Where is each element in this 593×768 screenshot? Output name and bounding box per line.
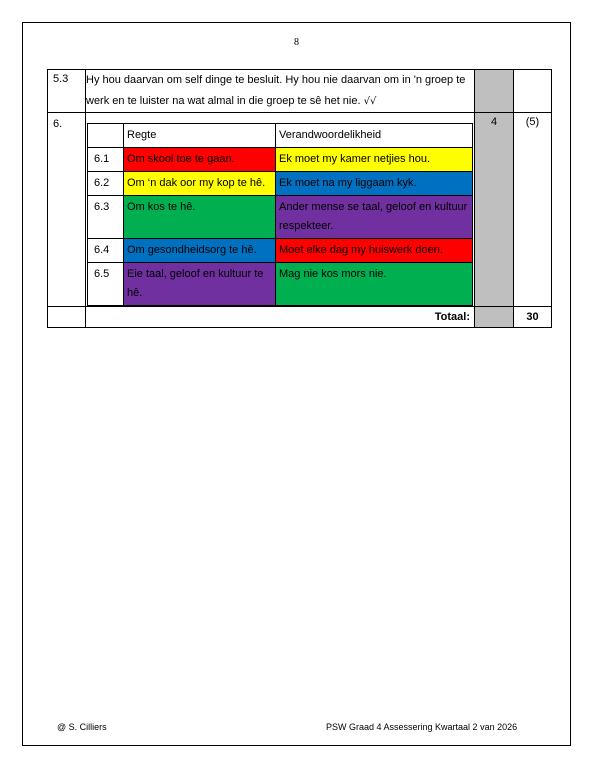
header-number: [88, 124, 124, 148]
empty-cell: [48, 307, 86, 328]
mark-cell: 4: [475, 113, 514, 307]
right-cell: Om gesondheidsorg te hê.: [124, 239, 276, 263]
rights-responsibilities-cell: [86, 113, 475, 307]
footer-document-info: PSW Graad 4 Assessering Kwartaal 2 van 2026: [326, 722, 518, 732]
row-number: 6.2: [88, 172, 124, 196]
right-cell: Om kos te hê.: [124, 196, 276, 239]
memo-table: [47, 69, 552, 328]
row-number: 6.4: [88, 239, 124, 263]
total-cell: [514, 70, 552, 113]
question-row-5-3: [48, 70, 552, 113]
right-cell: Om skool toe te gaan.: [124, 148, 276, 172]
total-value: 30: [514, 307, 552, 328]
header-rights: Regte: [124, 124, 276, 148]
tick-marks: √√: [363, 96, 377, 107]
table-row: [88, 263, 473, 306]
question-number: 6.: [48, 113, 86, 307]
header-responsibility: Verandwoordelikheid: [276, 124, 473, 148]
rights-responsibilities-table: [87, 123, 473, 306]
footer-author: @ S. Cilliers: [57, 722, 107, 732]
question-row-6: [48, 113, 552, 307]
inner-header-row: [88, 124, 473, 148]
row-number: 6.1: [88, 148, 124, 172]
responsibility-cell: Ander mense se taal, geloof en kultuur respekteer.: [276, 196, 473, 239]
responsibility-cell: Ek moet na my liggaam kyk.: [276, 172, 473, 196]
responsibility-cell: Ek moet my kamer netjies hou.: [276, 148, 473, 172]
table-row: [88, 172, 473, 196]
total-row: [48, 307, 552, 328]
question-number: 5.3: [48, 70, 86, 113]
right-cell: Om ‘n dak oor my kop te hê.: [124, 172, 276, 196]
right-cell: Eie taal, geloof en kultuur te hê.: [124, 263, 276, 306]
row-number: 6.5: [88, 263, 124, 306]
table-row: [88, 148, 473, 172]
mark-cell: [475, 70, 514, 113]
answer-text: [86, 70, 475, 113]
answer-5-3-text: Hy hou daarvan om self dinge te besluit. Hy hou nie daarvan om in 'n groep te werk en te luister na wat almal in die groep te sê het nie.: [86, 74, 466, 107]
table-row: [88, 196, 473, 239]
row-number: 6.3: [88, 196, 124, 239]
mark-cell: [475, 307, 514, 328]
page-number: 8: [294, 37, 299, 48]
total-label: Totaal:: [86, 307, 475, 328]
responsibility-cell: Moet elke dag my huiswerk doen.: [276, 239, 473, 263]
responsibility-cell: Mag nie kos mors nie.: [276, 263, 473, 306]
total-cell: (5): [514, 113, 552, 307]
table-row: [88, 239, 473, 263]
